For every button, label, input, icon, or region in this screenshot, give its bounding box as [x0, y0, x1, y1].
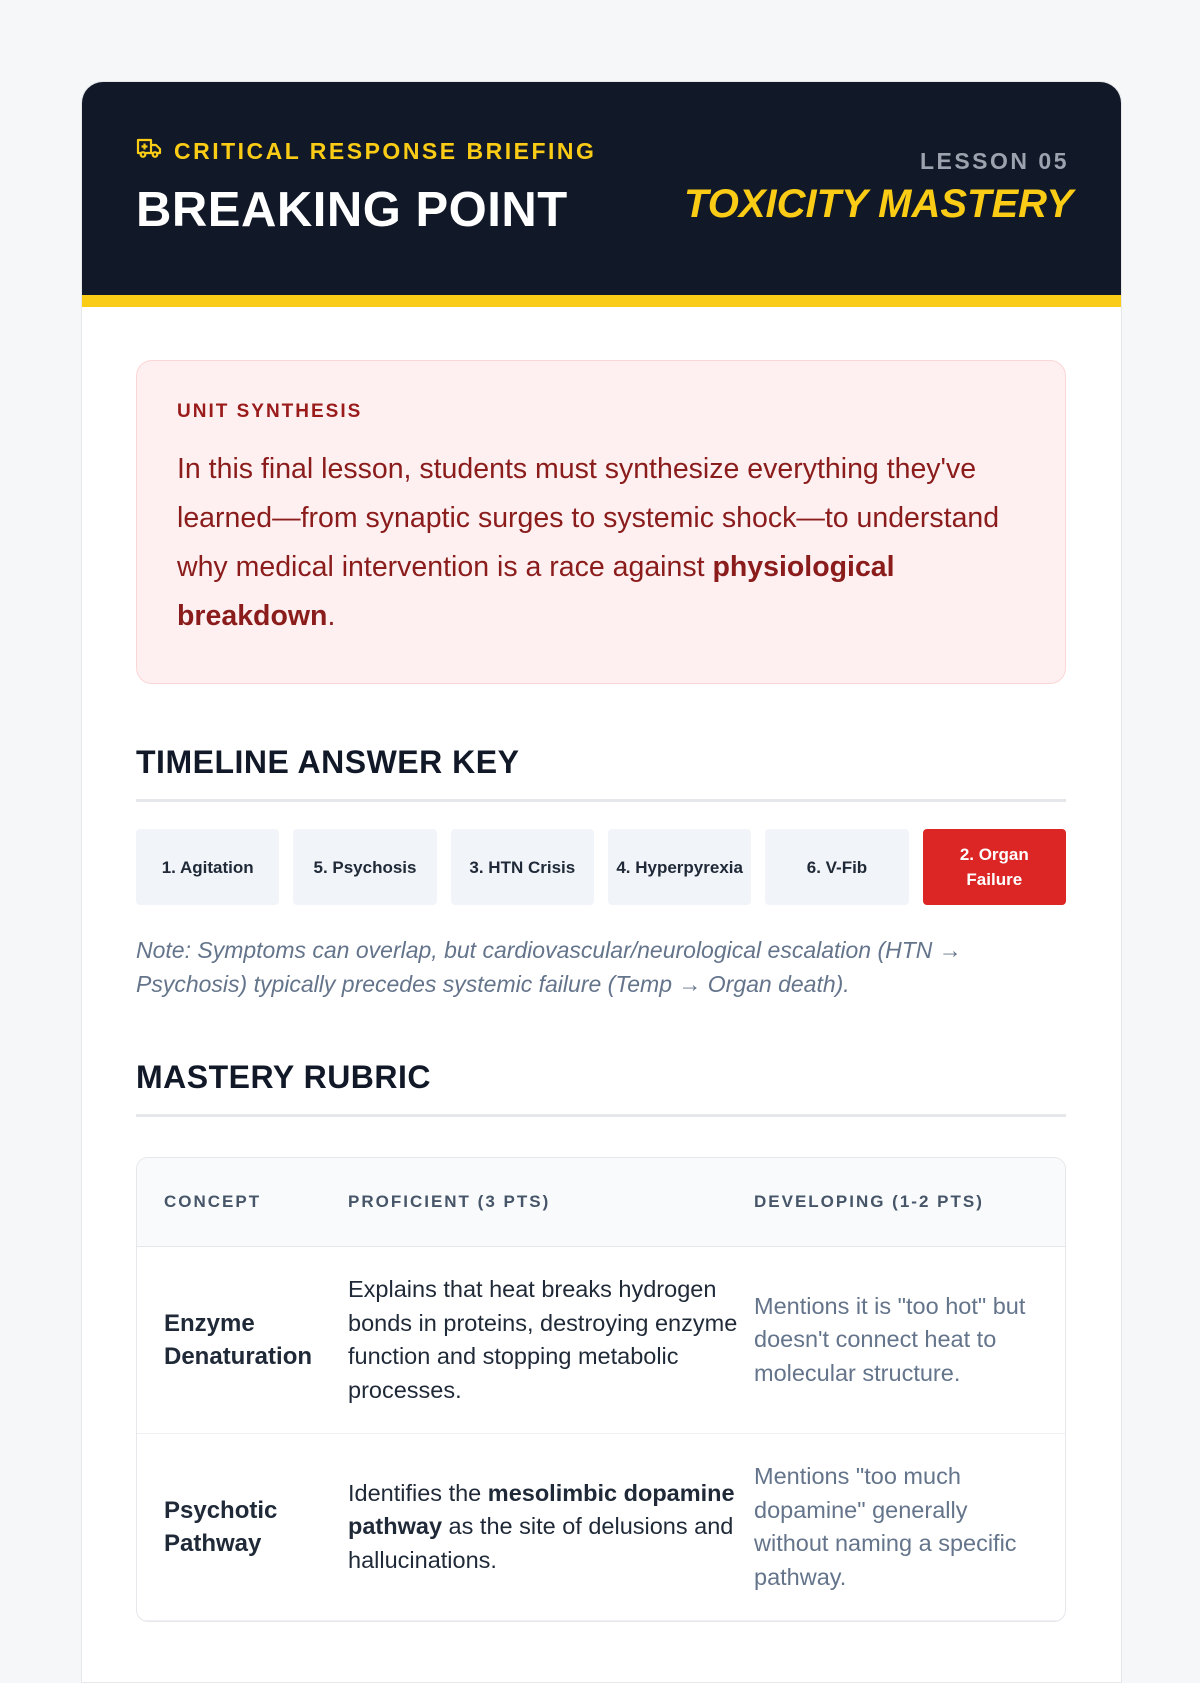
- synthesis-text: In this final lesson, students must synthesize everything they've learned—from synaptic surges to systemic shock—to understand why medical intervention is a race against physiological breakdown.: [177, 453, 1000, 632]
- synthesis-emphasis: physiological breakdown: [177, 551, 895, 632]
- column-header-proficient: PROFICIENT (3 PTS): [348, 1192, 551, 1211]
- table-row: [137, 1247, 1065, 1434]
- proficient-cell: Explains that heat breaks hydrogen bonds in proteins, destroying enzyme function and stopping metabolic processes.: [348, 1276, 738, 1403]
- timeline-item: 4. Hyperpyrexia: [608, 829, 751, 905]
- mastery-rubric-table: [136, 1157, 1066, 1622]
- timeline-answer-key: [136, 829, 1066, 905]
- timeline-item: 1. Agitation: [136, 829, 279, 905]
- timeline-item-final: 2. Organ Failure: [923, 829, 1066, 905]
- timeline-item: 6. V-Fib: [765, 829, 908, 905]
- table-header: [137, 1158, 1065, 1247]
- timeline-heading: TIMELINE ANSWER KEY: [136, 744, 1066, 802]
- ambulance-icon: [136, 137, 162, 165]
- table-row: [137, 1434, 1065, 1621]
- lesson-title: TOXICITY MASTERY: [684, 182, 1073, 226]
- synthesis-label: UNIT SYNTHESIS: [177, 401, 363, 422]
- page-title: BREAKING POINT: [136, 183, 568, 237]
- developing-cell: Mentions "too much dopamine" generally without naming a specific pathway.: [754, 1463, 1017, 1590]
- content: [136, 360, 1066, 1622]
- briefing-card: [81, 81, 1122, 1683]
- proficient-cell: Identifies the mesolimbic dopamine pathway as the site of delusions and hallucinations.: [348, 1479, 735, 1573]
- lesson-label: LESSON 05: [919, 148, 1069, 174]
- unit-synthesis-box: [136, 360, 1066, 684]
- rubric-heading: MASTERY RUBRIC: [136, 1059, 1066, 1117]
- timeline-note: Note: Symptoms can overlap, but cardiovascular/neurological escalation (HTN → Psychosis) typically precedes systemic failure (Temp → Organ death).: [136, 937, 962, 997]
- kicker: [136, 137, 596, 165]
- timeline-item: 5. Psychosis: [293, 829, 436, 905]
- developing-cell: Mentions it is "too hot" but doesn't connect heat to molecular structure.: [754, 1292, 1026, 1386]
- header: [82, 82, 1121, 307]
- column-header-concept: CONCEPT: [164, 1192, 262, 1211]
- timeline-item: 3. HTN Crisis: [451, 829, 594, 905]
- column-header-developing: DEVELOPING (1-2 PTS): [754, 1192, 984, 1211]
- concept-cell: Psychotic Pathway: [164, 1497, 278, 1557]
- kicker-text: CRITICAL RESPONSE BRIEFING: [174, 137, 597, 164]
- concept-cell: Enzyme Denaturation: [164, 1310, 313, 1370]
